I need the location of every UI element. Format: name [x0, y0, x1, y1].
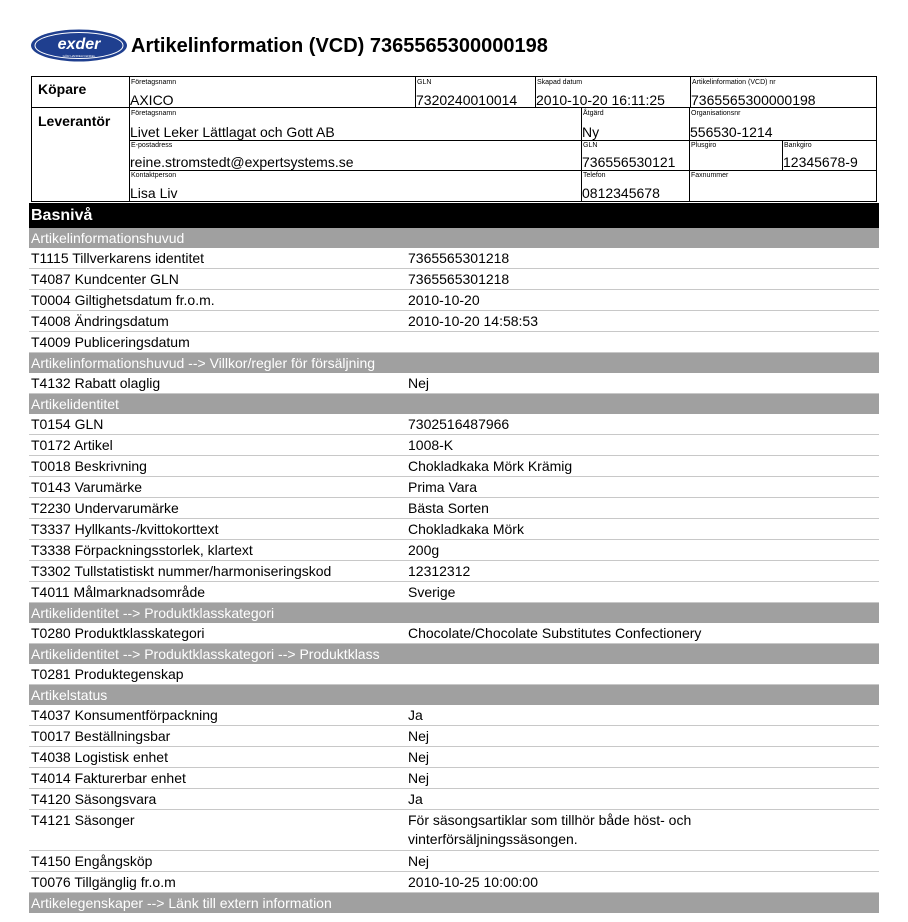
row-value: Nej — [408, 749, 430, 765]
row-label: T0143 Varumärke — [31, 479, 143, 495]
row-label: T4150 Engångsköp — [31, 853, 153, 869]
row-value: Ja — [408, 707, 423, 723]
row-value: Nej — [408, 770, 430, 786]
row-label: T3338 Förpackningsstorlek, klartext — [31, 542, 253, 558]
row-value: Chokladkaka Mörk — [408, 521, 524, 537]
row-value: 2010-10-20 14:58:53 — [408, 313, 538, 329]
section-header: Artikelinformationshuvud --> Villkor/regler för försäljning — [29, 353, 879, 373]
table-row — [29, 477, 879, 498]
level-header: Basnivå — [29, 203, 879, 228]
row-label: T1115 Tillverkarens identitet — [31, 250, 205, 266]
table-row — [29, 248, 879, 269]
email-value: reine.stromstedt@expertsystems.se — [130, 154, 354, 170]
orgnr-value: 556530-1214 — [690, 124, 773, 140]
supplier-company-label: Företagsnamn — [131, 110, 177, 117]
buyer-role-label: Köpare — [38, 81, 87, 97]
section-header: Artikelidentitet --> Produktklasskategori --> Produktklass — [29, 644, 879, 664]
logo-tagline: GÖR HANDELN ENKEL — [62, 54, 96, 58]
section-header: Artikelinformationshuvud — [29, 228, 879, 248]
vcd-number: 7365565300000198 — [691, 92, 816, 108]
row-label: T4014 Fakturerbar enhet — [31, 770, 186, 786]
row-value: Chocolate/Chocolate Substitutes Confectionery — [408, 625, 702, 641]
plusgiro-label: Plusgiro — [691, 142, 717, 149]
row-value: 2010-10-25 10:00:00 — [408, 874, 538, 890]
row-label: T4037 Konsumentförpackning — [31, 707, 218, 723]
table-row — [29, 498, 879, 519]
supplier-gln-label: GLN — [583, 142, 598, 149]
row-label: T0076 Tillgänglig fr.o.m — [31, 874, 176, 890]
row-value: Bästa Sorten — [408, 500, 489, 516]
vcd-number-label: Artikelinformation (VCD) nr — [692, 79, 776, 86]
buyer-gln-label: GLN — [417, 79, 432, 86]
page-title: Artikelinformation (VCD) 7365565300000198 — [131, 35, 548, 57]
row-label: T0017 Beställningsbar — [31, 728, 171, 744]
table-row — [29, 872, 879, 893]
supplier-company: Livet Leker Lättlagat och Gott AB — [130, 124, 335, 140]
section-header: Artikelidentitet — [29, 394, 879, 414]
exder-logo — [30, 29, 128, 62]
attribute-list — [29, 228, 879, 913]
contact-value: Lisa Liv — [130, 185, 178, 201]
contact-label: Kontaktperson — [131, 172, 177, 179]
action-label: Åtgärd — [583, 110, 604, 117]
row-label: T0154 GLN — [31, 416, 104, 432]
row-value: Nej — [408, 853, 430, 869]
row-value: 200g — [408, 542, 440, 558]
bankgiro-value: 12345678-9 — [783, 154, 858, 170]
row-value: Prima Vara — [408, 479, 477, 495]
table-row — [29, 768, 879, 789]
row-value: 7365565301218 — [408, 250, 510, 266]
table-row — [29, 435, 879, 456]
row-value: 7302516487966 — [408, 416, 510, 432]
row-label: T0280 Produktklasskategori — [31, 625, 205, 641]
table-row — [29, 582, 879, 603]
table-row — [29, 373, 879, 394]
table-row — [29, 747, 879, 768]
row-value: För säsongsartiklar som tillhör både höst- och vinterförsäljningssäsongen. — [408, 812, 692, 847]
row-label: T0281 Produktegenskap — [31, 666, 184, 682]
row-label: T4087 Kundcenter GLN — [31, 271, 179, 287]
row-label: T4132 Rabatt olaglig — [31, 375, 161, 391]
table-row — [29, 664, 879, 685]
table-row — [29, 561, 879, 582]
row-label: T4121 Säsonger — [31, 812, 135, 828]
table-row — [29, 705, 879, 726]
table-row — [29, 540, 879, 561]
section-header: Artikelidentitet --> Produktklasskategori — [29, 603, 879, 623]
table-row — [29, 726, 879, 747]
row-label: T0004 Giltighetsdatum fr.o.m. — [31, 292, 215, 308]
table-row — [29, 789, 879, 810]
row-value: 2010-10-20 — [408, 292, 480, 308]
row-value: Ja — [408, 791, 423, 807]
row-label: T0018 Beskrivning — [31, 458, 147, 474]
row-value: Chokladkaka Mörk Krämig — [408, 458, 573, 474]
row-value: 12312312 — [408, 563, 471, 579]
row-value: 7365565301218 — [408, 271, 510, 287]
table-row — [29, 269, 879, 290]
phone-label: Telefon — [583, 172, 606, 179]
table-row — [29, 810, 879, 851]
table-row — [29, 290, 879, 311]
bankgiro-label: Bankgiro — [784, 142, 812, 149]
row-value: 1008-K — [408, 437, 454, 453]
party-info-box — [31, 76, 877, 202]
table-row — [29, 519, 879, 540]
logo-wordmark: exder — [57, 36, 101, 53]
row-label: T4120 Säsongsvara — [31, 791, 157, 807]
email-label: E-postadress — [131, 142, 173, 149]
table-row — [29, 311, 879, 332]
section-header: Artikelstatus — [29, 685, 879, 705]
supplier-gln: 736556530121 — [582, 154, 676, 170]
created-date: 2010-10-20 16:11:25 — [536, 92, 665, 108]
created-date-label: Skapad datum — [537, 79, 583, 86]
table-row — [29, 414, 879, 435]
buyer-company: AXICO — [130, 92, 174, 108]
supplier-role-label: Leverantör — [38, 113, 111, 129]
table-row — [29, 456, 879, 477]
row-value: Nej — [408, 728, 430, 744]
row-label: T4009 Publiceringsdatum — [31, 334, 190, 350]
buyer-gln: 7320240010014 — [416, 92, 518, 108]
row-value: Sverige — [408, 584, 456, 600]
buyer-company-label: Företagsnamn — [131, 79, 177, 86]
row-label: T3337 Hyllkants-/kvittokorttext — [31, 521, 219, 537]
orgnr-label: Organisationsnr — [691, 110, 741, 117]
action-value: Ny — [582, 124, 600, 140]
table-row — [29, 332, 879, 353]
table-row — [29, 851, 879, 872]
row-label: T0172 Artikel — [31, 437, 113, 453]
section-header: Artikelegenskaper --> Länk till extern information — [29, 893, 879, 913]
row-label: T4011 Målmarknadsområde — [31, 584, 206, 600]
table-row — [29, 623, 879, 644]
row-label: T3302 Tullstatistiskt nummer/harmoniseringskod — [31, 563, 332, 579]
phone-value: 0812345678 — [582, 185, 660, 201]
row-label: T4008 Ändringsdatum — [31, 313, 169, 329]
fax-label: Faxnummer — [691, 172, 729, 179]
row-value: Nej — [408, 375, 430, 391]
row-label: T2230 Undervarumärke — [31, 500, 179, 516]
row-label: T4038 Logistisk enhet — [31, 749, 168, 765]
